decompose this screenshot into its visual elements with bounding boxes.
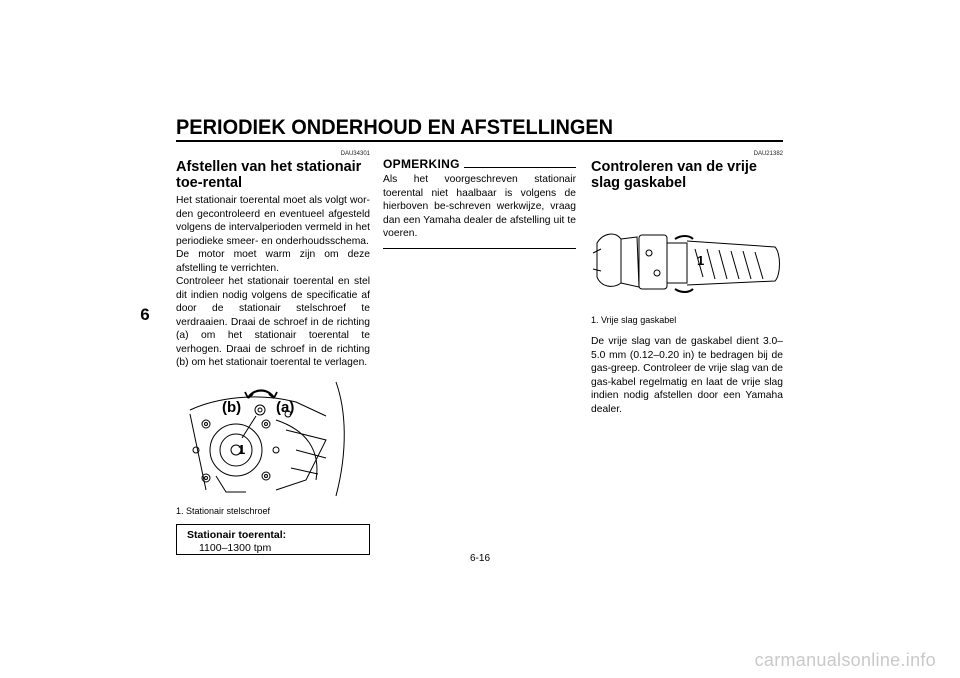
watermark: carmanualsonline.info [754, 650, 936, 670]
paragraph: Controleer het stationair toerental en stel dit indien nodig volgens de specificatie af door de stationair stelschroef te verdraaien. Draai de schroef in de richting (a) om het stationair toerental te verhogen. Draai de schroef in de richting (b) om het stationair toerental te verlagen. [176, 276, 370, 368]
throttle-grip-illustration [591, 213, 783, 303]
note-rule [464, 167, 576, 168]
right-column [591, 150, 783, 416]
note-end-rule [383, 248, 576, 249]
callout-1: 1 [238, 441, 246, 457]
paragraph: De vrije slag van de gaskabel dient 3.0–5.0 mm (0.12–0.20 in) te bedragen bij de gas-greep. Controleer de vrije slag van de gas-kabel regelmatig en laat de vrije slag indien nodig afstellen door een Yamaha dealer. [591, 336, 783, 415]
spec-box [176, 524, 370, 555]
chapter-tab: 6 [140, 305, 150, 324]
middle-column [383, 150, 576, 249]
throttle-grip-figure [591, 213, 783, 308]
idle-screw-figure [176, 380, 370, 503]
paragraph: Het stationair toerental moet als volgt wor-den gecontroleerd en eventueel afgesteld volgens de intervalperioden vermeld in het periodieke smeer- en onderhoudsschema. [176, 195, 370, 247]
idle-screw-illustration [176, 380, 370, 498]
left-column [176, 150, 370, 555]
section-code: DAU34301 [340, 151, 370, 157]
figure-caption: 1. Stationair stelschroef [176, 505, 271, 516]
note-title: OPMERKING [383, 157, 460, 171]
section-heading-idle-speed: Afstellen van het stationair toe-rental [176, 159, 362, 191]
paragraph: De motor moet warm zijn om deze afstelling te verrichten. [176, 249, 370, 274]
note-text: Als het voorgeschreven stationair toerental niet haalbaar is volgens de hierboven be-schreven werkwijze, vraag dan een Yamaha dealer de afstelling uit te voeren. [383, 174, 576, 239]
direction-label-a: (a) [276, 398, 295, 416]
page-title: PERIODIEK ONDERHOUD EN AFSTELLINGEN [176, 116, 614, 139]
spec-value: 1100–1300 tpm [199, 541, 272, 554]
callout-1: 1 [697, 253, 705, 268]
direction-label-b: (b) [222, 398, 242, 416]
figure-caption: 1. Vrije slag gaskabel [591, 315, 677, 325]
page-number: 6-16 [469, 553, 490, 564]
spec-label: Stationair toerental: [187, 528, 287, 541]
section-code: DAU21382 [753, 151, 783, 157]
section-heading-throttle-cable: Controleren van de vrije slag gaskabel [591, 159, 757, 191]
note-header [383, 157, 576, 171]
title-rule [176, 140, 783, 142]
